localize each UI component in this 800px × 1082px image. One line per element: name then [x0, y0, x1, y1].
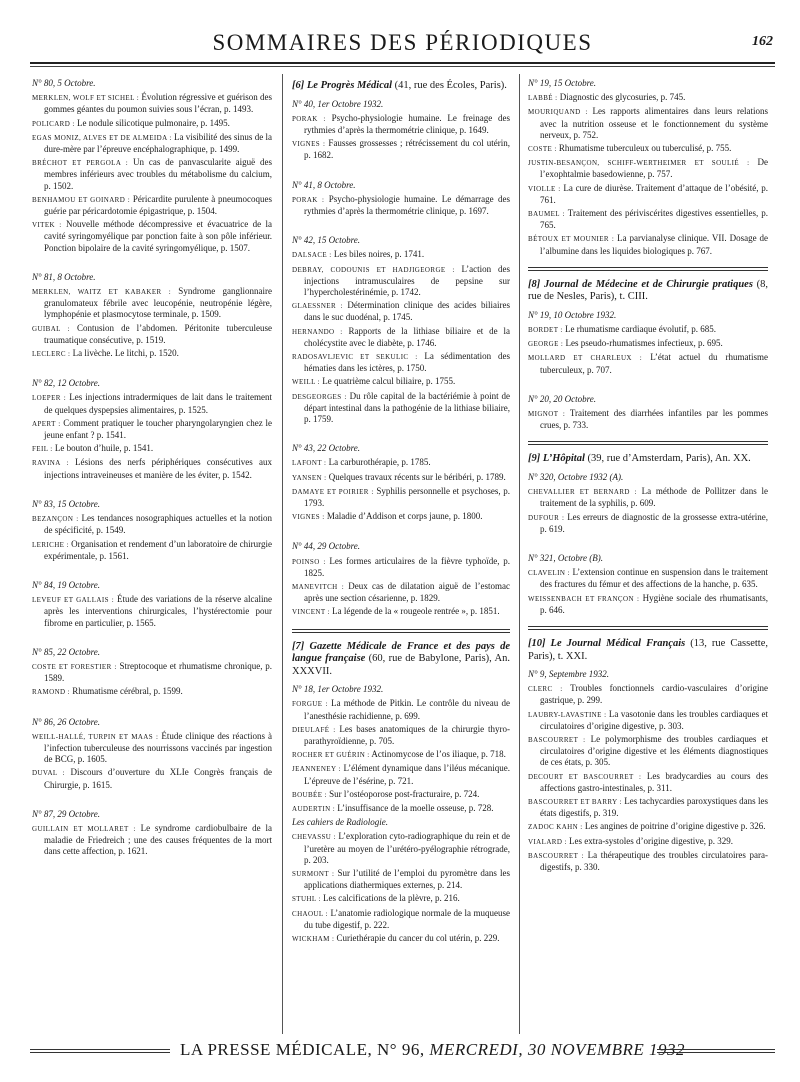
article-title: Évolution régressive et guérison des gommes géantes du poumon suivies sous l’écran, p. 1493.	[44, 92, 272, 115]
article-author: BOUBÉE :	[292, 790, 327, 799]
article-entry	[528, 408, 768, 431]
article-entry	[292, 351, 510, 374]
issue-label: N° 43, 22 Octobre.	[292, 443, 361, 454]
article-entry	[32, 418, 272, 441]
article-author: GLAESSNER :	[292, 302, 343, 311]
article-title: Péricardite purulente à pneumocoques guérie par péricardotomie épigastrique, p. 1504.	[44, 193, 272, 217]
article-title: Les injections intradermiques de lait dans le traitement de quelques dyspepsies alimentaires, p. 1525.	[44, 392, 272, 415]
footer-date: MERCREDI, 30 NOVEMBRE 1932	[429, 1040, 686, 1059]
article-author: MOURIQUAND :	[528, 108, 588, 117]
journal-name: [6] Le Progrès Médical	[292, 80, 393, 91]
article-entry	[292, 749, 510, 761]
article-title: Psycho-physiologie humaine. Le démarrage des rythmies d’après la thermométrie clinique, p. 1697.	[304, 193, 510, 216]
article-title: Les calcifications de la plèvre, p. 216.	[320, 893, 460, 904]
article-author: DIEULAFÉ :	[292, 725, 336, 734]
article-entry	[528, 771, 768, 794]
article-title: La parvianalyse clinique. VII. Dosage de l’albumine dans les liquides biologiques p. 767.	[540, 233, 768, 256]
issue-label: N° 87, 29 Octobre.	[32, 808, 101, 819]
article-title: Traitement des périviscérites digestives essentielles, p. 765.	[540, 208, 768, 231]
spacer	[292, 427, 510, 439]
header-rule	[30, 62, 775, 64]
article-entry	[32, 286, 272, 321]
article-title: Les bradycardies au cours des affections gastro-intestinales, p. 311.	[540, 770, 768, 793]
article-entry	[292, 457, 510, 469]
journal-heading	[528, 638, 768, 663]
article-entry	[32, 348, 272, 360]
article-author: LAFONT :	[292, 459, 327, 468]
article-author: COSTE ET FORESTIER :	[32, 662, 117, 671]
article-author: BASCOURRET :	[528, 851, 585, 860]
article-entry	[292, 831, 510, 866]
journal-name: [8] Journal de Médecine et de Chirurgie pratiques	[528, 278, 753, 290]
article-entry	[528, 352, 768, 375]
section-separator	[528, 267, 768, 268]
article-title: La légende de la « rougeole rentrée », p. 1851.	[329, 606, 500, 617]
spacer	[292, 164, 510, 176]
column-3	[528, 74, 768, 1034]
issue-label: N° 320, Octobre 1932 (A).	[528, 471, 624, 482]
article-title: L’action des injections intramusculaires de pepsine sur l’hypercholestérinémie, p. 1742.	[304, 263, 510, 297]
article-title: Les extra-systoles d’origine digestive, p. 329.	[566, 835, 734, 846]
article-entry	[292, 581, 510, 604]
spacer	[32, 483, 272, 495]
article-author: CHEVALLIER ET BERNARD :	[528, 488, 637, 497]
article-entry	[528, 208, 768, 231]
article-author: BEZANÇON :	[32, 515, 79, 524]
article-author: WEILL-HALLÉ, TURPIN ET MAAS :	[32, 732, 159, 741]
article-author: MIGNOT :	[528, 410, 566, 419]
article-entry	[528, 486, 768, 509]
issue-label: N° 19, 10 Octobre 1932.	[528, 309, 617, 320]
article-author: VIGNES :	[292, 513, 325, 522]
column-1	[32, 74, 272, 1034]
article-author: LERICHE :	[32, 540, 69, 549]
article-entry	[292, 194, 510, 217]
article-title: Quelques travaux récents sur le béribéri, p. 1789.	[326, 471, 506, 482]
article-author: JEANNENEY :	[292, 765, 341, 774]
article-title: Étude clinique des réactions à l’infection tuberculeuse des nourrissons vaccinés par ingestion de BCG, p. 1605.	[44, 730, 272, 765]
issue-label: N° 40, 1er Octobre 1932.	[292, 98, 384, 109]
article-title: Lésions des nerfs périphériques consécutives aux injections intraveineuses et manière de les éviter, p. 1542.	[44, 457, 272, 480]
article-author: VITEK :	[32, 221, 62, 230]
article-title: Le rhumatisme cardiaque évolutif, p. 685.	[562, 324, 716, 335]
article-author: LABBÉ :	[528, 94, 558, 103]
footer-text	[180, 1040, 685, 1060]
article-entry	[528, 796, 768, 819]
article-entry	[292, 724, 510, 747]
article-title: Le quatrième calcul biliaire, p. 1755.	[320, 376, 456, 387]
issue-label: N° 81, 8 Octobre.	[32, 271, 96, 282]
article-author: POLICARD :	[32, 119, 75, 128]
article-title: Les pseudo-rhumatismes infectieux, p. 695.	[563, 338, 723, 349]
section-separator	[528, 629, 768, 630]
article-title: Détermination clinique des acides biliaires dans le suc duodénal, p. 1745.	[304, 300, 510, 323]
article-entry	[32, 132, 272, 155]
article-entry	[528, 850, 768, 873]
article-author: DUVAL :	[32, 769, 66, 778]
article-entry	[32, 767, 272, 790]
article-title: Deux cas de dilatation aiguë de l’estomac après une section césarienne, p. 1829.	[304, 581, 510, 604]
article-author: BASCOURRET :	[528, 736, 586, 745]
article-author: STUHL :	[292, 895, 321, 904]
article-author: VIGNES :	[292, 140, 326, 149]
article-author: AUDERTIN :	[292, 804, 336, 813]
article-author: BASCOURRET ET BARRY :	[528, 798, 622, 807]
article-entry	[32, 118, 272, 130]
article-author: LECLERC :	[32, 350, 71, 359]
article-entry	[32, 513, 272, 536]
article-title: L’exploration cyto-radiographique du rein et de l’uretère au moyen de l’urétéro-pyélographie rétrograde, p. 203.	[304, 831, 510, 865]
article-title: Rhumatisme tuberculeux ou tuberculisé, p. 755.	[556, 143, 732, 154]
article-title: Sur l’utilité de l’emploi du pyromètre dans les applications diathermiques externes, p. 214.	[304, 867, 510, 891]
article-author: FEIL :	[32, 445, 53, 454]
article-title: Rhumatisme cérébral, p. 1599.	[70, 686, 183, 697]
article-entry	[32, 686, 272, 698]
article-author: PORAK :	[292, 114, 326, 123]
article-entry	[32, 661, 272, 684]
article-title: Les erreurs de diagnostic de la grossesse extra-utérine, p. 619.	[540, 511, 768, 534]
issue-label: N° 9, Septembre 1932.	[528, 669, 610, 679]
article-title: Troubles fonctionnels cardio-vasculaires d’origine gastrique, p. 299.	[540, 683, 768, 706]
article-title: Les tachycardies paroxystiques dans les états digestifs, p. 319.	[540, 796, 768, 819]
article-entry	[32, 823, 272, 858]
spacer	[32, 631, 272, 643]
article-author: HERNANDO :	[292, 327, 343, 336]
journal-heading	[292, 80, 510, 93]
journal-address: (13, rue Cassette, Paris), t. XXI.	[528, 638, 768, 662]
article-entry	[292, 868, 510, 891]
article-author: GEORGE :	[528, 340, 564, 349]
article-entry	[528, 734, 768, 769]
article-entry	[292, 698, 510, 721]
article-title: Contusion de l’abdomen. Péritonite tuberculeuse traumatique consécutive, p. 1519.	[44, 322, 272, 345]
article-entry	[528, 338, 768, 350]
article-author: RADOSAVLJEVIC ET SEKULIC :	[292, 352, 418, 361]
article-title: Les rapports alimentaires dans leurs relations avec la nutrition osseuse et le fonctionnement du système nerveux, p. 752.	[540, 106, 768, 140]
spacer	[32, 564, 272, 576]
article-entry	[292, 817, 510, 829]
article-entry	[292, 893, 510, 905]
footer-rule	[657, 1052, 775, 1053]
article-title: Sur l’ostéoporose post-fracturaire, p. 724.	[326, 788, 480, 799]
spacer	[32, 701, 272, 713]
article-author: WEISSENBACH ET FRANÇON :	[528, 594, 640, 603]
article-title: Les angines de poitrine d’origine digestive p. 326.	[582, 821, 766, 832]
issue-label: N° 19, 15 Octobre.	[528, 78, 597, 88]
article-author: DAMAYE ET POIRIER :	[292, 487, 374, 496]
article-title: Les tendances nosographiques actuelles et la notion de spécificité, p. 1549.	[44, 513, 272, 536]
article-entry	[528, 821, 768, 833]
issue-label: N° 80, 5 Octobre.	[32, 78, 96, 88]
article-title: Les bases anatomiques de la chirurgie thyro-parathyroïdienne, p. 705.	[304, 723, 510, 746]
section-separator	[528, 444, 768, 445]
article-entry	[292, 249, 510, 261]
article-entry	[528, 92, 768, 104]
article-author: COSTE :	[528, 145, 557, 154]
article-entry	[32, 539, 272, 562]
article-entry	[292, 606, 510, 618]
article-author: ROCHER ET GUÉRIN :	[292, 751, 370, 760]
issue-label: N° 85, 22 Octobre.	[32, 646, 101, 657]
article-title: Un cas de panvascularite aiguë des membres inférieurs avec troubles du métabolisme du calcium, p. 1502.	[44, 157, 272, 191]
article-title: Comment pratiquer le toucher pharyngolaryngien chez le jeune enfant ? p. 1541.	[44, 417, 272, 441]
article-author: CLAVELIN :	[528, 569, 571, 578]
spacer	[32, 362, 272, 374]
article-title: La vasotonie dans les troubles cardiaques et circulatoires d’origine digestive, p. 303.	[540, 708, 768, 731]
article-entry	[292, 556, 510, 579]
article-entry	[528, 683, 768, 706]
page-header	[30, 28, 775, 62]
article-entry	[292, 300, 510, 323]
article-author: POINSO :	[292, 557, 326, 566]
article-title: Les formes articulaires de la fièvre typhoïde, p. 1825.	[304, 555, 510, 578]
column-divider	[519, 74, 520, 1034]
article-title: La méthode de Pitkin. Le contrôle du niveau de l’anesthésie rachidienne, p. 699.	[304, 698, 510, 721]
article-entry	[32, 443, 272, 455]
article-entry	[528, 512, 768, 535]
issue-label: N° 321, Octobre (B).	[528, 552, 604, 563]
article-entry	[32, 92, 272, 115]
journal-address: (60, rue de Babylone, Paris), An. XXXVII.	[292, 653, 510, 677]
journal-name: [7] Gazette Médicale de France et des pays de langue française	[292, 640, 510, 665]
article-entry	[32, 731, 272, 766]
article-title: Syndrome ganglionnaire granulomateux fébrile avec leucopénie, neutropénie légère, lymphopénie et plasmocytose terminale, p. 1509.	[44, 286, 272, 320]
article-title: Streptocoque et rhumatisme chronique, p. 1589.	[44, 660, 272, 684]
spacer	[32, 256, 272, 268]
article-author: BAUMEL :	[528, 210, 565, 219]
article-entry	[528, 157, 768, 180]
article-entry	[292, 511, 510, 523]
article-entry	[292, 933, 510, 945]
article-title: Le polymorphisme des troubles cardiaques et circulatoires d’origine digestive et les éléments diagnostiques de ces états, p. 305.	[540, 734, 768, 768]
article-entry	[32, 323, 272, 346]
article-title: Hygiène sociale des rhumatisants, p. 646.	[540, 592, 768, 615]
article-entry	[32, 457, 272, 480]
page-title: SOMMAIRES DES PÉRIODIQUES	[212, 30, 593, 55]
article-author: WEILL :	[292, 378, 321, 387]
article-author: BRÉCHOT ET PERGOLA :	[32, 159, 129, 168]
issue-label: N° 20, 20 Octobre.	[528, 393, 597, 404]
article-author: GUILLAIN ET MOLLARET :	[32, 824, 136, 833]
section-separator	[528, 626, 768, 627]
article-entry	[292, 264, 510, 299]
article-title: Étude des variations de la réserve alcaline après les interventions chirurgicales, l’hystérectomie pour fibrome en particulier, p. 1565.	[44, 594, 272, 628]
article-title: Du rôle capital de la bactériémie à point de départ intestinal dans la pathogénie de la lithiase biliaire, p. 1759.	[304, 390, 510, 424]
article-title: L’état actuel du rhumatisme tuberculeux, p. 707.	[540, 352, 768, 375]
article-entry	[292, 908, 510, 931]
article-title: La thérapeutique des troubles circulatoires para-digestifs, p. 330.	[540, 849, 768, 873]
article-entry	[292, 113, 510, 136]
spacer	[528, 378, 768, 390]
article-author: EGAS MONIZ, ALVES ET DE ALMEIDA :	[32, 133, 172, 142]
article-author: GUIBAL :	[32, 324, 70, 333]
issue-label: N° 84, 19 Octobre.	[32, 579, 101, 590]
article-entry	[528, 183, 768, 206]
article-title: La carburothérapie, p. 1785.	[326, 457, 431, 468]
journal-heading	[292, 641, 510, 679]
issue-label: N° 41, 8 Octobre.	[292, 179, 356, 190]
article-entry	[528, 836, 768, 848]
article-author: MOLLARD ET CHARLEUX :	[528, 354, 643, 363]
article-title: Actinomycose de l’os iliaque, p. 718.	[369, 749, 506, 760]
section-separator	[292, 632, 510, 633]
article-entry	[528, 233, 768, 256]
article-author: MERKLEN, WOLF ET SICHEL :	[32, 94, 140, 103]
article-author: DEBRAY, CODOUNIS ET HADJIGEORGE :	[292, 265, 455, 274]
article-author: DALSACE :	[292, 251, 332, 260]
article-title: Maladie d’Addison et corps jaune, p. 1800.	[324, 511, 483, 522]
column-2	[292, 74, 510, 1034]
article-author: RAMOND :	[32, 688, 71, 697]
article-title: Curiethérapie du cancer du col utérin, p. 229.	[334, 932, 500, 943]
footer-rule	[30, 1052, 170, 1053]
article-author: RAVINA :	[32, 459, 69, 468]
article-title: La visibilité des sinus de la dure-mère par l’épreuve encéphalographique, p. 1499.	[44, 131, 272, 155]
journal-heading	[528, 279, 768, 304]
article-author: DUFOUR :	[528, 513, 565, 522]
article-author: VIALARD :	[528, 837, 567, 846]
issue-label: N° 42, 15 Octobre.	[292, 235, 361, 246]
article-entry	[32, 194, 272, 217]
article-author: CLERC :	[528, 685, 563, 694]
footer-rule	[657, 1049, 775, 1050]
page-footer	[30, 1034, 775, 1064]
article-author: BORDET :	[528, 326, 563, 335]
page-number: 162	[752, 34, 773, 49]
article-entry	[528, 324, 768, 336]
issue-label: N° 44, 29 Octobre.	[292, 541, 361, 552]
article-title: Diagnostic des glycosuries, p. 745.	[557, 92, 686, 103]
article-author: PORAK :	[292, 195, 325, 204]
article-title: L’extension continue en suspension dans le traitement des fractures du fémur et des affections de la hanche, p. 635.	[540, 567, 768, 590]
article-entry	[528, 709, 768, 732]
header-rule-thin	[30, 66, 775, 67]
article-author: DESGEORGES :	[292, 392, 347, 401]
article-entry	[292, 391, 510, 426]
article-entry	[32, 219, 272, 254]
article-title: Traitement des diarrhées infantiles par les pommes crues, p. 733.	[540, 408, 768, 431]
article-title: Organisation et rendement d’un laboratoire de chirurgie expérimentale, p. 1561.	[44, 538, 272, 561]
article-author: VINCENT :	[292, 608, 330, 617]
article-title: L’anatomie radiologique normale de la muqueuse du tube digestif, p. 222.	[304, 907, 510, 930]
article-title: Le nodule silicotique pulmonaire, p. 1495.	[74, 117, 230, 128]
journal-address: (8, rue de Nesles, Paris), t. CIII.	[528, 278, 768, 303]
journal-name: [9] L’Hôpital	[528, 453, 585, 465]
article-entry	[32, 157, 272, 192]
article-title: Le bouton d’huile, p. 1541.	[52, 443, 154, 454]
article-entry	[32, 392, 272, 415]
article-author: CHAOUL :	[292, 909, 329, 918]
article-title: Les biles noires, p. 1741.	[331, 249, 425, 260]
article-title: Discours d’ouverture du XLIe Congrès français de Chirurgie, p. 1615.	[44, 767, 272, 790]
issue-label: N° 83, 15 Octobre.	[32, 498, 101, 509]
footer-rule	[30, 1049, 170, 1050]
article-author: LOEPER :	[32, 394, 67, 403]
article-title: L’insuffisance de la moelle osseuse, p. 728.	[335, 802, 494, 813]
article-entry	[292, 789, 510, 801]
journal-heading	[528, 453, 768, 466]
article-author: LAUBRY-LAVASTINE :	[528, 710, 607, 719]
article-title: Syphilis personnelle et psychoses, p. 1793.	[304, 485, 510, 508]
journal-address: (39, rue d’Amsterdam, Paris), An. XX.	[584, 453, 751, 465]
article-title: Rapports de la lithiase biliaire et de la cholécystite avec le diabète, p. 1746.	[304, 325, 510, 348]
article-author: DECOURT ET BASCOURRET :	[528, 772, 642, 781]
article-author: LEVEUF ET GALLAIS :	[32, 596, 115, 605]
article-title: La méthode de Pollitzer dans le traitement de la syphilis, p. 609.	[540, 486, 768, 509]
article-entry	[292, 138, 510, 161]
article-title: Les cahiers de Radiologie.	[292, 817, 388, 828]
article-author: SURMONT :	[292, 869, 335, 878]
article-title: Fausses grossesses ; rétrécissement du col utérin, p. 1682.	[304, 138, 510, 161]
article-title: Le syndrome cardiobulbaire de la maladie de Friedreich ; une des causes fréquentes de la mort dans cette affection, p. 1621.	[44, 822, 272, 857]
article-author: BENHAMOU ET GOINARD :	[32, 195, 131, 204]
article-entry	[32, 594, 272, 629]
footer-journal: LA PRESSE MÉDICALE, N° 96,	[180, 1040, 425, 1059]
section-separator	[528, 441, 768, 442]
section-separator	[528, 270, 768, 271]
article-title: Nouvelle méthode décompressive et évacuatrice de la cavité syringomyélique par ponction faite à son pôle inférieur. Ponction bipolaire de la cavité syringomyélique, p. 1507.	[44, 219, 272, 253]
article-author: BÉTOUX ET MOUNIER :	[528, 235, 615, 244]
article-entry	[292, 376, 510, 388]
article-author: APERT :	[32, 419, 61, 428]
article-author: ZADOC KAHN :	[528, 823, 583, 832]
article-title: De l’exophtalmie basedowienne, p. 757.	[540, 157, 768, 180]
article-author: MANEVITCH :	[292, 583, 345, 591]
article-author: WICKHAM :	[292, 934, 335, 943]
article-entry	[292, 763, 510, 786]
column-divider	[282, 74, 283, 1034]
spacer	[292, 525, 510, 537]
spacer	[292, 219, 510, 231]
issue-label: N° 18, 1er Octobre 1932.	[292, 684, 384, 695]
article-author: VIOLLE :	[528, 184, 561, 193]
article-author: JUSTIN-BESANÇON, SCHIFF-WERTHEIMER ET SOULIÉ :	[528, 159, 750, 168]
article-author: CHEVASSU :	[292, 833, 336, 842]
article-title: La cure de diurèse. Traitement d’attaque de l’obésité, p. 761.	[540, 182, 768, 205]
article-entry	[292, 472, 510, 484]
article-entry	[528, 593, 768, 616]
article-title: Psycho-physiologie humaine. Le freinage des rythmies d’après la thermométrie clinique, p. 1649.	[304, 112, 510, 135]
spacer	[528, 537, 768, 549]
journal-name: [10] Le Journal Médical Français	[528, 638, 686, 649]
article-author: FORGUE :	[292, 700, 328, 709]
issue-label: N° 82, 12 Octobre.	[32, 378, 101, 389]
journal-address: (41, rue des Écoles, Paris).	[392, 80, 507, 91]
issue-label: N° 86, 26 Octobre.	[32, 716, 101, 727]
article-entry	[528, 143, 768, 155]
article-title: La livèche. Le litchi, p. 1520.	[70, 348, 179, 359]
article-entry	[528, 106, 768, 141]
article-title: L’élément dynamique dans l’iléus mécanique. L’épreuve de l’ésérine, p. 721.	[304, 763, 510, 786]
article-entry	[528, 567, 768, 590]
section-separator	[292, 629, 510, 630]
article-author: YANSEN :	[292, 473, 327, 482]
article-entry	[292, 326, 510, 349]
article-title: La sédimentation des hématies dans les ictères, p. 1750.	[304, 350, 510, 374]
article-entry	[292, 486, 510, 509]
article-author: MERKLEN, WAITZ ET KABAKER :	[32, 288, 172, 297]
spacer	[32, 793, 272, 805]
article-entry	[292, 803, 510, 815]
